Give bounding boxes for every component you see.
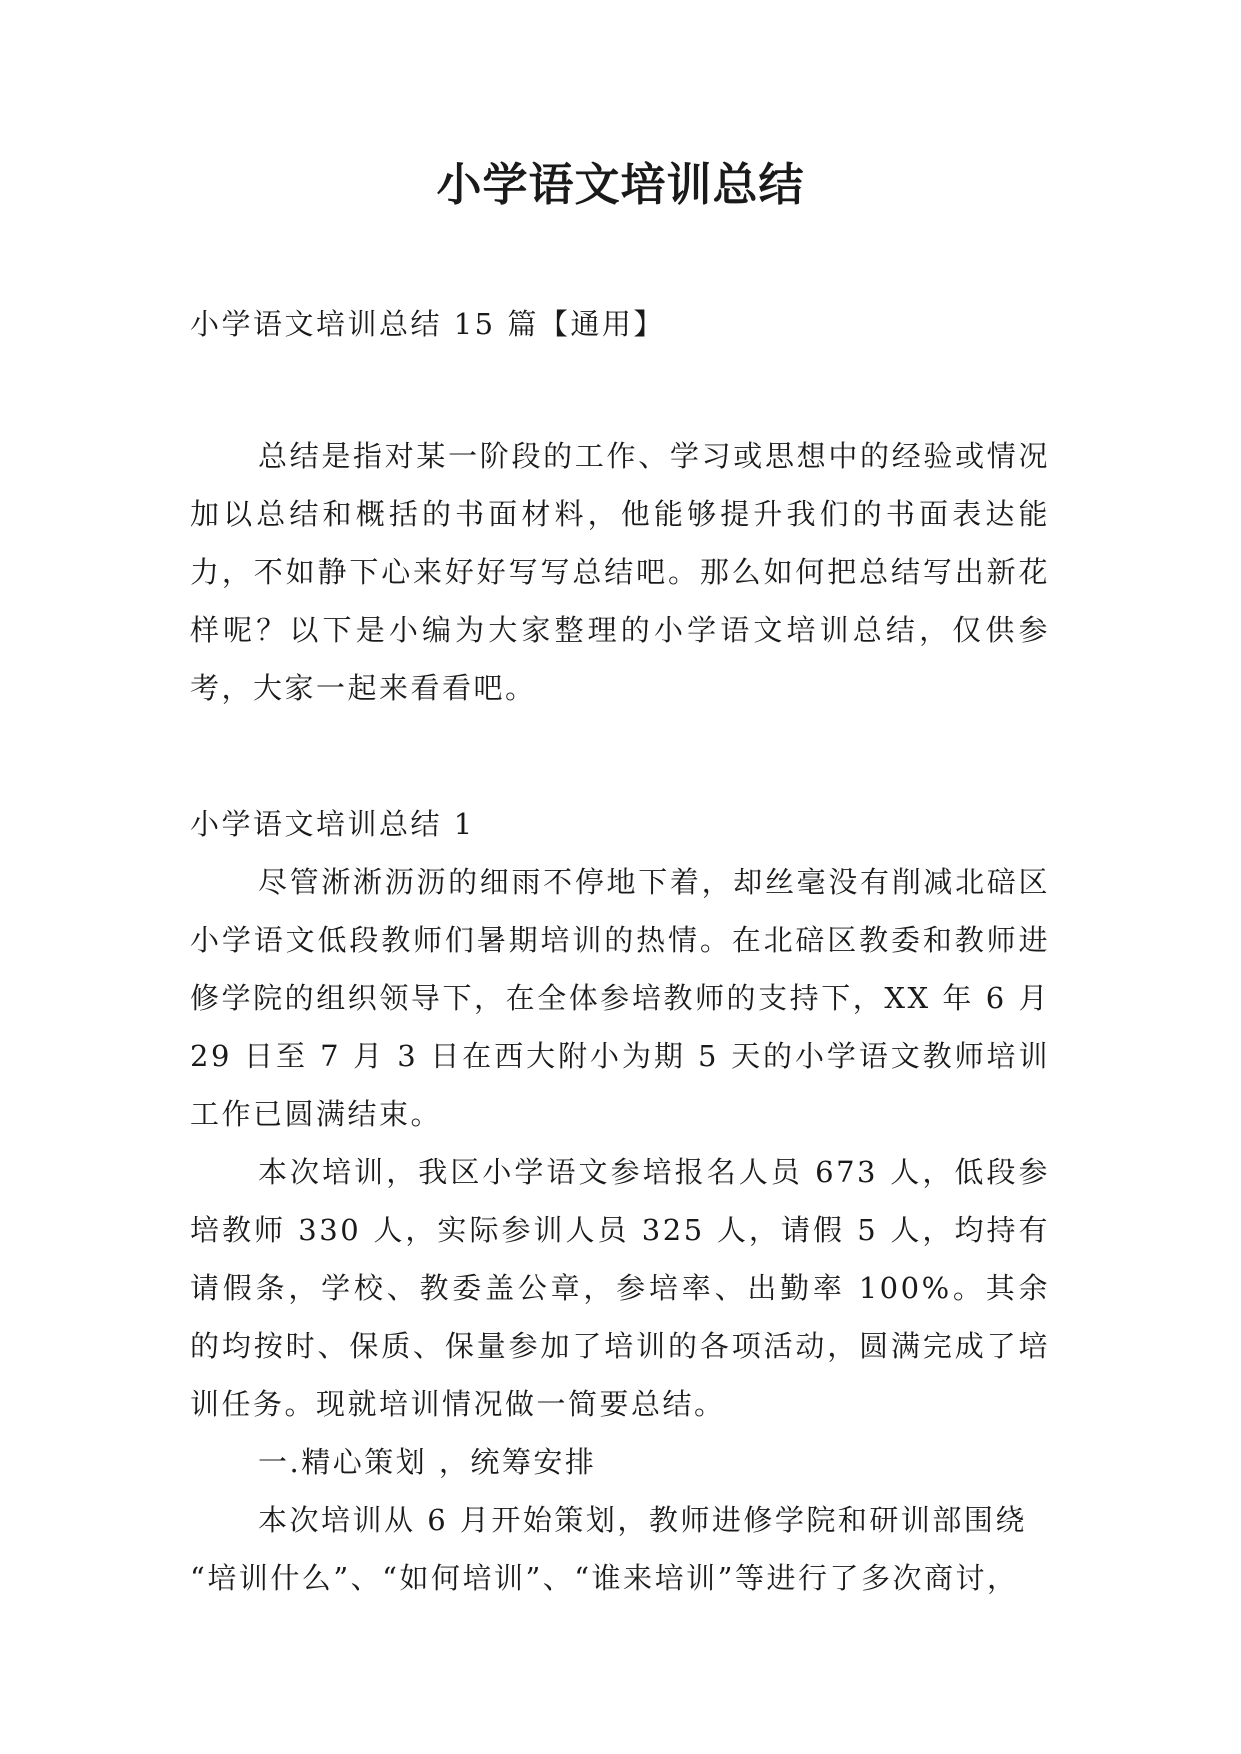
section-paragraph-2: 本次培训，我区小学语文参培报名人员 673 人，低段参培教师 330 人，实际参训人员 325 人，请假 5 人，均持有请假条，学校、教委盖公章，参培率、出勤率 100%。其余的均按时、保质、保量参加了培训的各项活动，圆满完成了培训任务。现就培训情况做一简要总结。: [190, 1155, 1050, 1421]
section-paragraph-1: 尽管淅淅沥沥的细雨不停地下着，却丝毫没有削减北碚区小学语文低段教师们暑期培训的热情。在北碚区教委和教师进修学院的组织领导下，在全体参培教师的支持下，XX 年 6 月 29 日至 7 月 3 日在西大附小为期 5 天的小学语文教师培训工作已圆满结束。: [190, 865, 1050, 1131]
section-heading: 小学语文培训总结 1: [190, 807, 475, 841]
section-paragraph-3: 本次培训从 6 月开始策划，教师进修学院和研训部围绕: [258, 1503, 1027, 1537]
document-body: [190, 295, 1050, 1607]
section-paragraph-3-continued: “培训什么”、“如何培训”、“谁来培训”等进行了多次商讨，: [190, 1561, 1019, 1595]
intro-paragraph: 总结是指对某一阶段的工作、学习或思想中的经验或情况加以总结和概括的书面材料，他能够提升我们的书面表达能力，不如静下心来好好写写总结吧。那么如何把总结写出新花样呢？以下是小编为大家整理的小学语文培训总结，仅供参考，大家一起来看看吧。: [190, 439, 1050, 705]
document-subtitle: 小学语文培训总结 15 篇【通用】: [190, 307, 665, 341]
subsection-heading: 一.精心策划 ，统筹安排: [258, 1445, 597, 1479]
document-title: 小学语文培训总结: [436, 158, 805, 211]
